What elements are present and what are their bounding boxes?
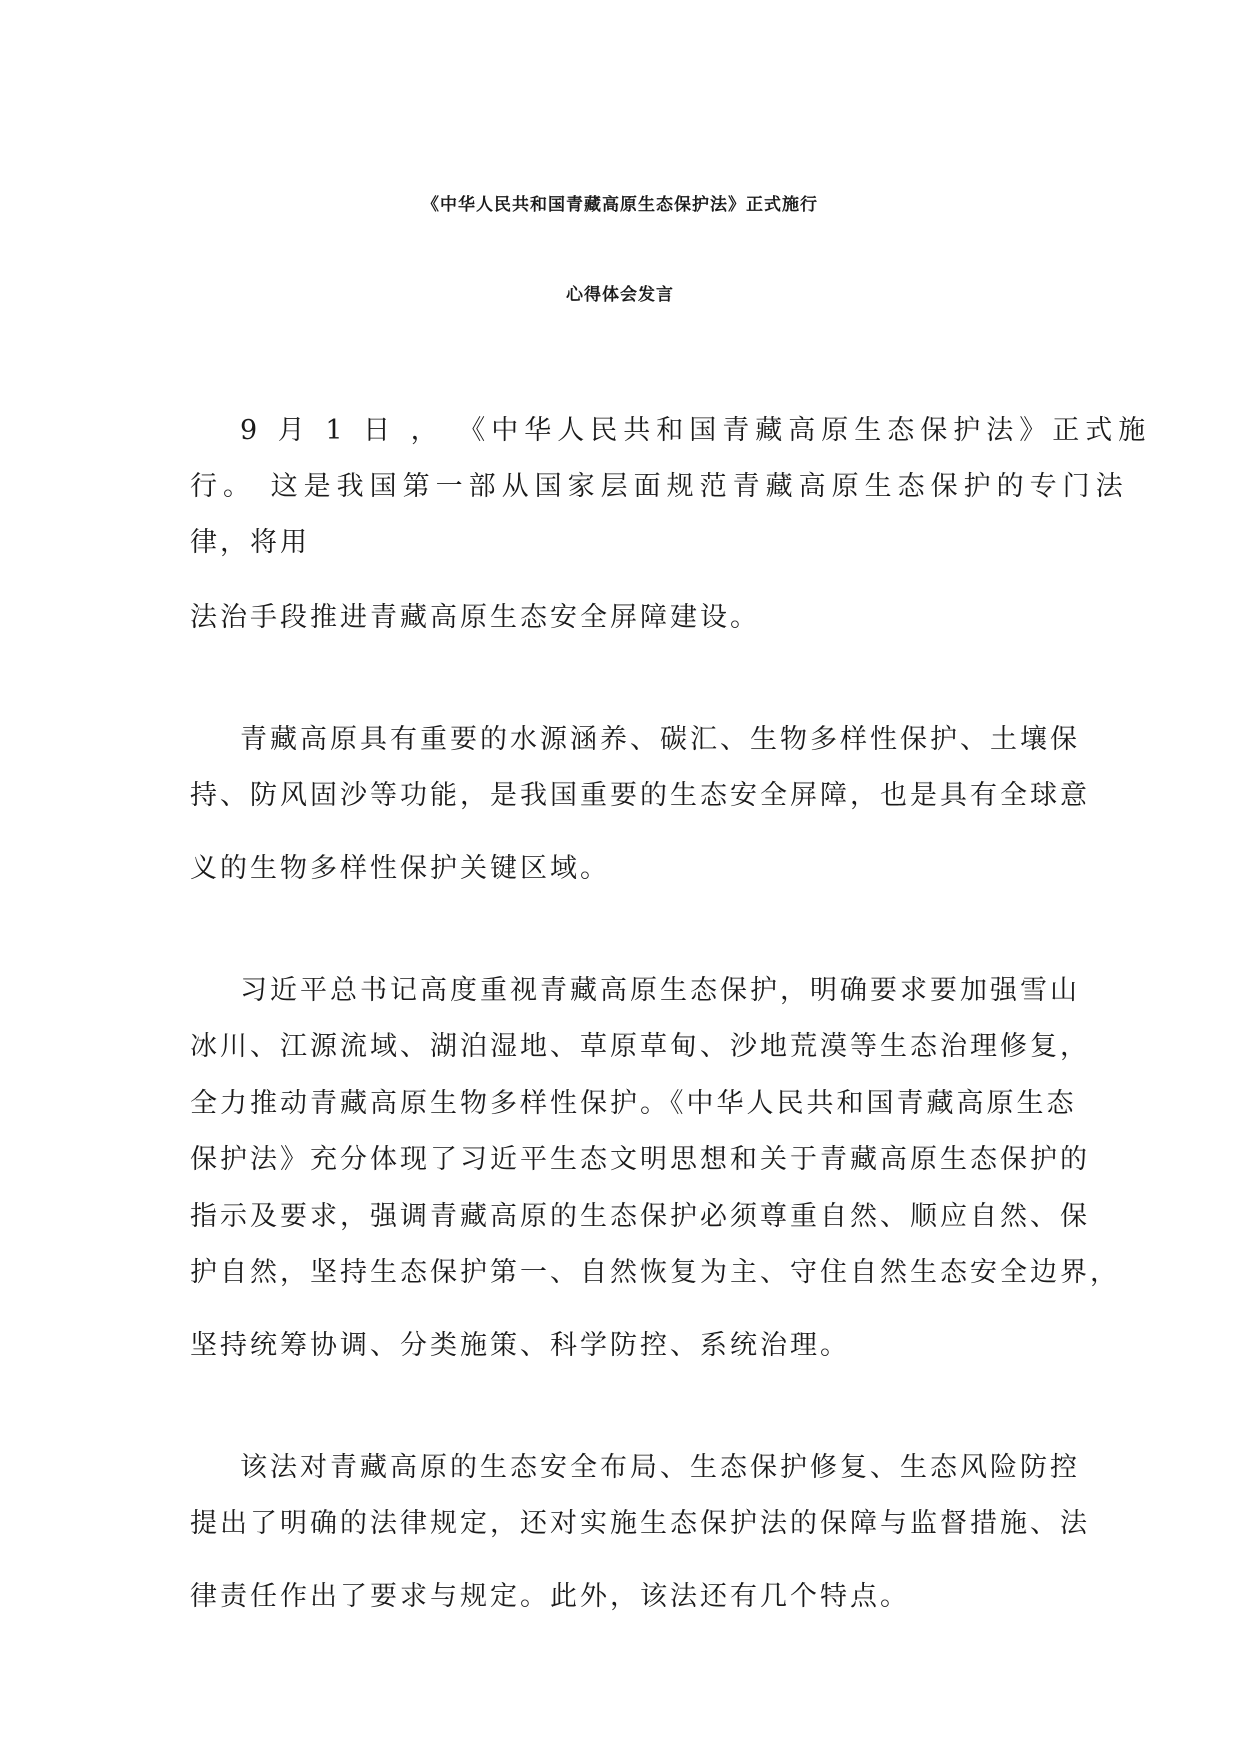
paragraph-2-line-3: 义的生物多样性保护关键区域。 xyxy=(190,853,610,884)
paragraph-3-line-5: 指示及要求，强调青藏高原的生态保护必须尊重自然、顺应自然、保 xyxy=(190,1201,1090,1232)
paragraph-4-line-1: 该法对青藏高原的生态安全布局、生态保护修复、生态风险防控 xyxy=(240,1452,1080,1483)
paragraph-3-line-3: 全力推动青藏高原生物多样性保护。《中华人民共和国青藏高原生态 xyxy=(190,1088,1077,1119)
paragraph-1-line-2: 行。 这是我国第一部从国家层面规范青藏高原生态保护的专门法 xyxy=(190,471,1129,502)
paragraph-2-line-2: 持、防风固沙等功能，是我国重要的生态安全屏障，也是具有全球意 xyxy=(190,780,1090,811)
paragraph-1-line-1: 9 月 1 日 ， 《中华人民共和国青藏高原生态保护法》正式施 xyxy=(240,415,1152,446)
document-title-line-2: 心得体会发言 xyxy=(566,285,674,305)
paragraph-3-line-7: 坚持统筹协调、分类施策、科学防控、系统治理。 xyxy=(190,1330,850,1361)
paragraph-2-line-1: 青藏高原具有重要的水源涵养、碳汇、生物多样性保护、土壤保 xyxy=(240,724,1080,755)
paragraph-3-line-6: 护自然，坚持生态保护第一、自然恢复为主、守住自然生态安全边界， xyxy=(190,1257,1120,1288)
paragraph-3-line-4: 保护法》充分体现了习近平生态文明思想和关于青藏高原生态保护的 xyxy=(190,1144,1090,1175)
paragraph-1-line-4: 法治手段推进青藏高原生态安全屏障建设。 xyxy=(190,602,760,633)
paragraph-3-line-1: 习近平总书记高度重视青藏高原生态保护，明确要求要加强雪山 xyxy=(240,975,1080,1006)
paragraph-1-line-3: 律，将用 xyxy=(190,527,310,558)
paragraph-4-line-2: 提出了明确的法律规定，还对实施生态保护法的保障与监督措施、法 xyxy=(190,1508,1090,1539)
paragraph-3-line-2: 冰川、江源流域、湖泊湿地、草原草甸、沙地荒漠等生态治理修复， xyxy=(190,1031,1090,1062)
paragraph-4-line-3: 律责任作出了要求与规定。此外，该法还有几个特点。 xyxy=(190,1581,910,1612)
document-title-line-1: 《中华人民共和国青藏高原生态保护法》正式施行 xyxy=(422,195,818,215)
